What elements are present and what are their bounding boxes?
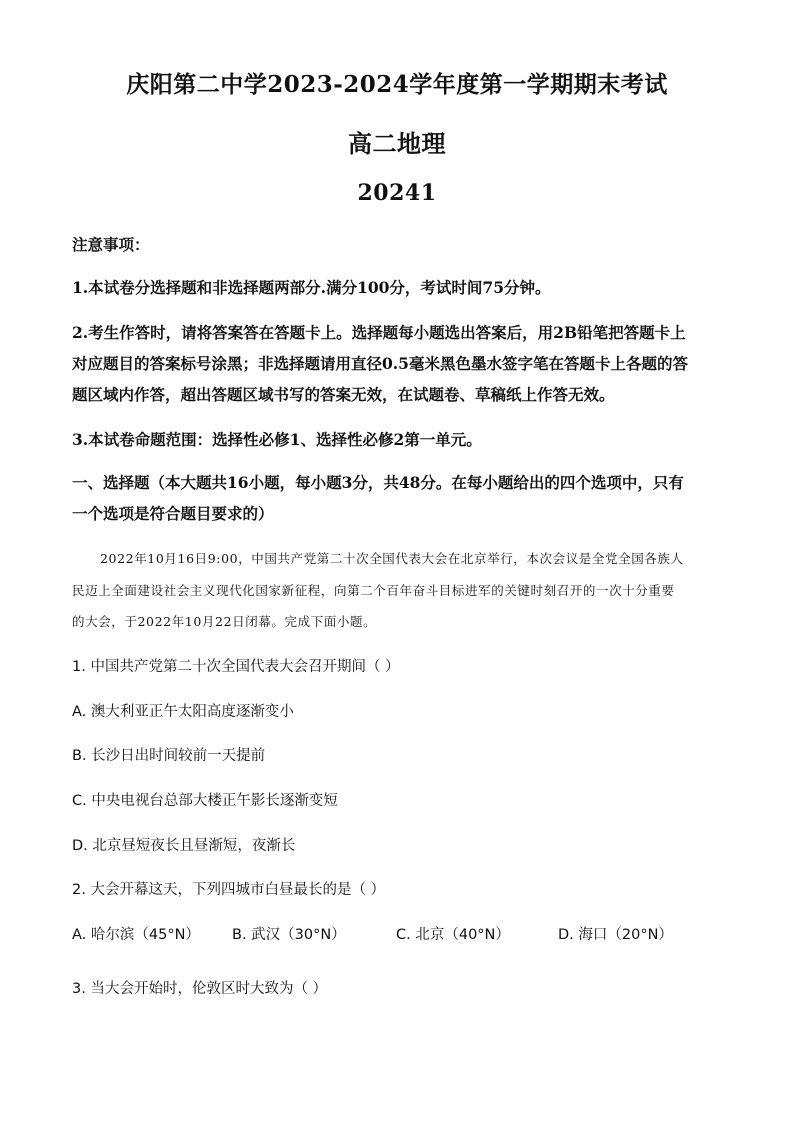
question-2-option-d: D. 海口（20°N）	[558, 927, 673, 943]
passage-line-2: 民迈上全面建设社会主义现代化国家新征程，向第二个百年奋斗目标进军的关键时刻召开的一次十分重要	[72, 583, 675, 598]
exam-title: 庆阳第二中学2023-2024学年度第一学期期末考试	[126, 71, 668, 98]
question-2-stem: 2. 大会开幕这天，下列四城市白昼最长的是（ ）	[72, 882, 386, 898]
subject-title: 高二地理	[348, 129, 446, 158]
passage-line-3: 的大会，于2022年10月22日闭幕。完成下面小题。	[72, 614, 377, 629]
question-2-option-b: B. 武汉（30°N）	[232, 927, 346, 943]
notice-heading: 注意事项：	[72, 235, 150, 254]
question-1-option-a: A. 澳大利亚正午太阳高度逐渐变小	[72, 704, 294, 720]
section-heading-line-2: 一个选项是符合题目要求的）	[72, 504, 274, 523]
question-3-stem: 3. 当大会开始时，伦敦区时大致为（ ）	[72, 981, 328, 997]
section-heading-line-1: 一、选择题（本大题共16小题，每小题3分，共48分。在每小题给出的四个选项中，只有	[72, 473, 684, 492]
notice-item-1: 1.本试卷分选择题和非选择题两部分.满分100分，考试时间75分钟。	[72, 278, 551, 297]
notice-item-2-line-1: 2.考生作答时，请将答案答在答题卡上。选择题每小题选出答案后，用2B铅笔把答题卡上	[72, 323, 686, 342]
question-1-option-d: D. 北京昼短夜长且昼渐短，夜渐长	[72, 838, 296, 854]
question-1-option-b: B. 长沙日出时间较前一天提前	[72, 748, 266, 764]
question-2-option-a: A. 哈尔滨（45°N）	[72, 927, 200, 943]
notice-item-3: 3.本试卷命题范围：选择性必修1、选择性必修2第一单元。	[72, 430, 482, 449]
question-2-option-c: C. 北京（40°N）	[396, 927, 510, 943]
notice-item-2-line-2: 对应题目的答案标号涂黑；非选择题请用直径0.5毫米黑色墨水签字笔在答题卡上各题的答	[72, 354, 688, 373]
question-2-options	[72, 923, 727, 945]
question-1-stem: 1. 中国共产党第二十次全国代表大会召开期间（ ）	[72, 659, 400, 675]
question-1-option-c: C. 中央电视台总部大楼正午影长逐渐变短	[72, 793, 338, 809]
passage-line-1: 2022年10月16日9:00，中国共产党第二十次全国代表大会在北京举行，本次会议是全党全国各族人	[100, 551, 684, 566]
notice-item-2-line-3: 题区域内作答，超出答题区域书写的答案无效，在试题卷、草稿纸上作答无效。	[72, 385, 615, 404]
date-code: 20241	[357, 180, 437, 206]
